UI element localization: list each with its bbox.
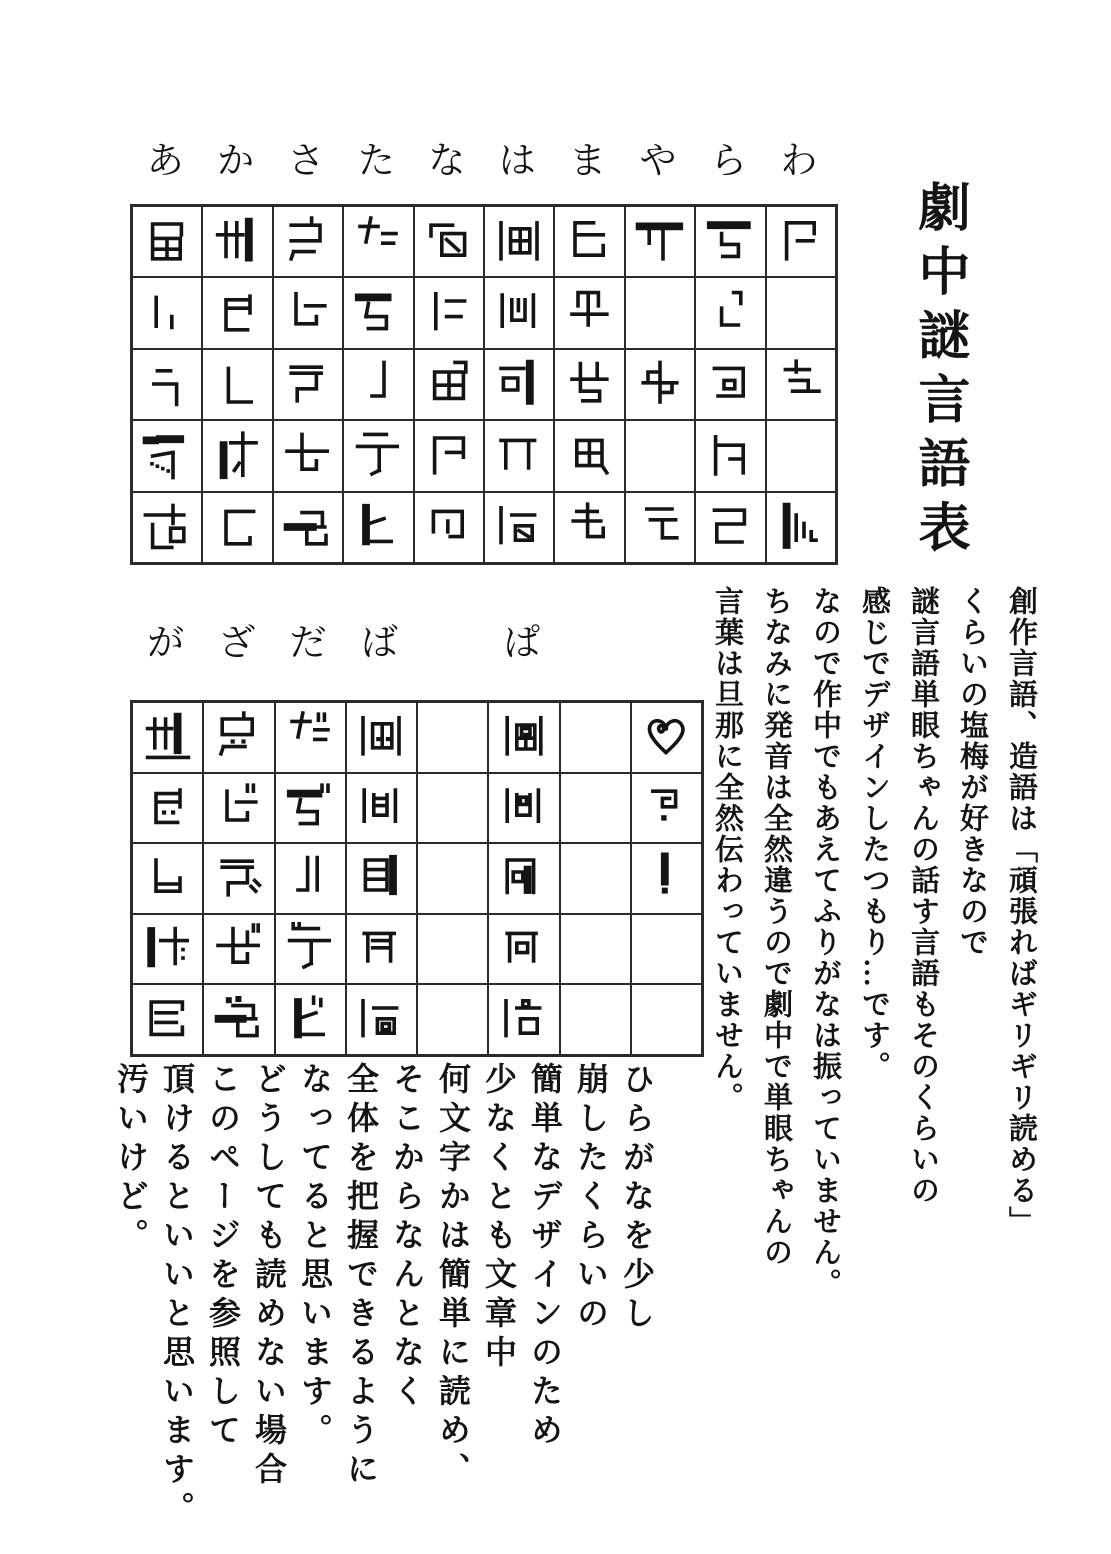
glyph-cell-pe bbox=[488, 914, 559, 985]
gojuon-glyph-table bbox=[130, 204, 838, 565]
glyph-cell-pi bbox=[488, 773, 559, 844]
se-glyph-icon bbox=[278, 426, 338, 486]
dakuten-column-headers bbox=[130, 622, 700, 666]
column-header-ら: ら bbox=[709, 141, 747, 182]
glyph-cell-zu bbox=[203, 843, 274, 914]
glyph-cell-gu bbox=[132, 843, 203, 914]
glyph-cell-ra bbox=[695, 206, 765, 277]
glyph-cell-me bbox=[554, 420, 624, 491]
glyph-cell-za bbox=[203, 702, 274, 773]
glyph-cell-ka bbox=[202, 206, 272, 277]
empty-cell bbox=[417, 702, 488, 773]
glyph-cell-ko bbox=[202, 492, 272, 563]
vertical-text-line: このページを参照して bbox=[205, 1062, 241, 1452]
bu-glyph-icon bbox=[351, 848, 411, 908]
glyph-cell-mu bbox=[554, 349, 624, 420]
empty-cell bbox=[560, 773, 631, 844]
vertical-text-line: そこからなんとなく bbox=[389, 1062, 425, 1413]
n-glyph-icon bbox=[771, 497, 831, 557]
empty-cell bbox=[625, 420, 695, 491]
glyph-cell-o bbox=[132, 492, 202, 563]
column-header-な: な bbox=[428, 141, 466, 182]
ru-glyph-icon bbox=[700, 354, 760, 414]
glyph-cell-to bbox=[343, 492, 413, 563]
empty-cell bbox=[560, 914, 631, 985]
column-header-さ: さ bbox=[287, 141, 325, 182]
vertical-text-line: 崩したくらいの bbox=[573, 1062, 609, 1335]
sa-glyph-icon bbox=[278, 212, 338, 272]
gojuon-column-headers bbox=[130, 140, 834, 184]
glyph-cell-so bbox=[273, 492, 343, 563]
gu-glyph-icon bbox=[138, 848, 198, 908]
glyph-cell-a bbox=[132, 206, 202, 277]
vertical-text-line: 創作言語、造語は「頑張ればギリギリ読める」 bbox=[1005, 586, 1037, 1237]
bi-glyph-icon bbox=[351, 778, 411, 838]
shi-glyph-icon bbox=[278, 283, 338, 343]
pa-glyph-icon bbox=[494, 707, 554, 767]
empty-cell bbox=[417, 843, 488, 914]
column-header-が: が bbox=[147, 623, 185, 664]
pi-glyph-icon bbox=[494, 778, 554, 838]
ku-glyph-icon bbox=[208, 354, 268, 414]
ma-glyph-icon bbox=[560, 212, 620, 272]
zu-glyph-icon bbox=[209, 848, 269, 908]
column-header-ば: ば bbox=[360, 623, 398, 664]
column-header-ま: ま bbox=[569, 141, 607, 182]
wa-glyph-icon bbox=[771, 212, 831, 272]
re-glyph-icon bbox=[700, 426, 760, 486]
hi-glyph-icon bbox=[489, 283, 549, 343]
glyph-cell-bu bbox=[346, 843, 417, 914]
na-glyph-icon bbox=[419, 212, 479, 272]
glyph-cell-ta bbox=[343, 206, 413, 277]
glyph-cell-te bbox=[343, 420, 413, 491]
glyph-cell-u bbox=[132, 349, 202, 420]
o-glyph-icon bbox=[137, 497, 197, 557]
wo-glyph-icon bbox=[771, 354, 831, 414]
glyph-cell-ba bbox=[346, 702, 417, 773]
glyph-cell-ku bbox=[202, 349, 272, 420]
glyph-cell-ya bbox=[625, 206, 695, 277]
nu-glyph-icon bbox=[419, 354, 479, 414]
empty-cell bbox=[560, 702, 631, 773]
te-glyph-icon bbox=[348, 426, 408, 486]
page-title: 劇中謎言語表 bbox=[910, 180, 967, 564]
empty-cell bbox=[417, 914, 488, 985]
glyph-cell-n bbox=[766, 492, 836, 563]
pe-glyph-icon bbox=[494, 919, 554, 979]
glyph-cell-de bbox=[275, 914, 346, 985]
chi-glyph-icon bbox=[348, 283, 408, 343]
su-glyph-icon bbox=[278, 354, 338, 414]
empty-cell bbox=[417, 773, 488, 844]
column-header-ざ: ざ bbox=[218, 623, 256, 664]
glyph-cell-su bbox=[273, 349, 343, 420]
vertical-text-line: 汚いけど。 bbox=[113, 1062, 149, 1257]
ya-glyph-icon bbox=[630, 212, 690, 272]
ga-glyph-icon bbox=[138, 707, 198, 767]
vertical-text-line: 簡単なデザインのため bbox=[527, 1062, 563, 1452]
ri-glyph-icon bbox=[700, 283, 760, 343]
heart-glyph-icon bbox=[636, 707, 696, 767]
empty-cell bbox=[766, 420, 836, 491]
glyph-cell-nu bbox=[414, 349, 484, 420]
be-glyph-icon bbox=[351, 919, 411, 979]
ha-glyph-icon bbox=[489, 212, 549, 272]
column-header-や: や bbox=[639, 141, 677, 182]
glyph-cell-re bbox=[695, 420, 765, 491]
no-glyph-icon bbox=[419, 497, 479, 557]
column-header-ぱ: ぱ bbox=[503, 623, 541, 664]
empty-cell bbox=[631, 984, 702, 1055]
glyph-cell-ze bbox=[203, 914, 274, 985]
da-glyph-icon bbox=[280, 707, 340, 767]
yu-glyph-icon bbox=[630, 354, 690, 414]
glyph-cell-dzu bbox=[275, 843, 346, 914]
glyph-cell-mi bbox=[554, 277, 624, 348]
mu-glyph-icon bbox=[560, 354, 620, 414]
glyph-cell-shi bbox=[273, 277, 343, 348]
empty-cell bbox=[417, 984, 488, 1055]
glyph-cell-na bbox=[414, 206, 484, 277]
glyph-cell-ho bbox=[484, 492, 554, 563]
glyph-cell-be bbox=[346, 914, 417, 985]
commentary-paragraph bbox=[702, 586, 1045, 1299]
u-glyph-icon bbox=[137, 354, 197, 414]
glyph-cell-chi bbox=[343, 277, 413, 348]
gi-glyph-icon bbox=[138, 778, 198, 838]
question-glyph-icon bbox=[636, 778, 696, 838]
column-header-わ: わ bbox=[780, 141, 818, 182]
vertical-text-line: 謎言語単眼ちゃんの話す言語もそのくらいの bbox=[907, 586, 939, 1206]
reading-note-paragraph bbox=[108, 1062, 660, 1540]
ka-glyph-icon bbox=[208, 212, 268, 272]
empty-cell bbox=[560, 843, 631, 914]
glyph-cell-po bbox=[488, 984, 559, 1055]
glyph-cell-fu bbox=[484, 349, 554, 420]
pu-glyph-icon bbox=[494, 848, 554, 908]
glyph-cell-ke bbox=[202, 420, 272, 491]
glyph-cell-wo bbox=[766, 349, 836, 420]
vertical-text-line: 感じでデザインしたつもり…です。 bbox=[858, 586, 890, 1082]
glyph-cell-do bbox=[275, 984, 346, 1055]
so-glyph-icon bbox=[278, 497, 338, 557]
glyph-cell-hi bbox=[484, 277, 554, 348]
ko-glyph-icon bbox=[208, 497, 268, 557]
glyph-cell-go bbox=[132, 984, 203, 1055]
empty-cell bbox=[631, 914, 702, 985]
vertical-text-line: ちなみに発音は全然違うので劇中で単眼ちゃんの bbox=[760, 586, 792, 1268]
glyph-cell-ni bbox=[414, 277, 484, 348]
i-glyph-icon bbox=[137, 283, 197, 343]
glyph-cell-bi bbox=[346, 773, 417, 844]
glyph-cell-gi bbox=[132, 773, 203, 844]
glyph-cell-no bbox=[414, 492, 484, 563]
za-glyph-icon bbox=[209, 707, 269, 767]
column-header-は: は bbox=[498, 141, 536, 182]
glyph-cell-exclamation bbox=[631, 843, 702, 914]
column-header-empty bbox=[629, 622, 700, 666]
vertical-text-line: 頂けるといいと思います。 bbox=[159, 1062, 195, 1530]
exclamation-glyph-icon bbox=[636, 848, 696, 908]
glyph-cell-wa bbox=[766, 206, 836, 277]
glyph-cell-mo bbox=[554, 492, 624, 563]
mo-glyph-icon bbox=[560, 497, 620, 557]
tsu-glyph-icon bbox=[348, 354, 408, 414]
glyph-cell-heart bbox=[631, 702, 702, 773]
empty-cell bbox=[625, 277, 695, 348]
vertical-text-line: なってると思います。 bbox=[297, 1062, 333, 1452]
glyph-cell-i bbox=[132, 277, 202, 348]
glyph-cell-ri bbox=[695, 277, 765, 348]
glyph-cell-tsu bbox=[343, 349, 413, 420]
dzu-glyph-icon bbox=[280, 848, 340, 908]
column-header-あ: あ bbox=[146, 141, 184, 182]
zo-glyph-icon bbox=[209, 990, 269, 1050]
go-glyph-icon bbox=[138, 990, 198, 1050]
glyph-cell-pa bbox=[488, 702, 559, 773]
glyph-cell-se bbox=[273, 420, 343, 491]
glyph-cell-he bbox=[484, 420, 554, 491]
vertical-text-line: なので作中でもあえてふりがなは振っていません。 bbox=[809, 586, 841, 1299]
po-glyph-icon bbox=[494, 990, 554, 1050]
do-glyph-icon bbox=[280, 990, 340, 1050]
me-glyph-icon bbox=[560, 426, 620, 486]
ne-glyph-icon bbox=[419, 426, 479, 486]
glyph-cell-ge bbox=[132, 914, 203, 985]
glyph-cell-ro bbox=[695, 492, 765, 563]
he-glyph-icon bbox=[489, 426, 549, 486]
ro-glyph-icon bbox=[700, 497, 760, 557]
column-header-empty bbox=[558, 622, 629, 666]
column-header-た: た bbox=[357, 141, 395, 182]
ra-glyph-icon bbox=[700, 212, 760, 272]
glyph-cell-ha bbox=[484, 206, 554, 277]
column-header-か: か bbox=[217, 141, 255, 182]
empty-cell bbox=[766, 277, 836, 348]
dakuten-glyph-table bbox=[130, 700, 704, 1057]
glyph-cell-bo bbox=[346, 984, 417, 1055]
ze-glyph-icon bbox=[209, 919, 269, 979]
glyph-cell-yu bbox=[625, 349, 695, 420]
glyph-cell-da bbox=[275, 702, 346, 773]
ke-glyph-icon bbox=[208, 426, 268, 486]
glyph-cell-question bbox=[631, 773, 702, 844]
mi-glyph-icon bbox=[560, 283, 620, 343]
glyph-cell-e bbox=[132, 420, 202, 491]
glyph-cell-zo bbox=[203, 984, 274, 1055]
glyph-cell-yo bbox=[625, 492, 695, 563]
ta-glyph-icon bbox=[348, 212, 408, 272]
to-glyph-icon bbox=[348, 497, 408, 557]
de-glyph-icon bbox=[280, 919, 340, 979]
a-glyph-icon bbox=[137, 212, 197, 272]
glyph-cell-ne bbox=[414, 420, 484, 491]
fu-glyph-icon bbox=[489, 354, 549, 414]
glyph-cell-ki bbox=[202, 277, 272, 348]
ji-glyph-icon bbox=[209, 778, 269, 838]
ki-glyph-icon bbox=[208, 283, 268, 343]
column-header-だ: だ bbox=[289, 623, 327, 664]
dji-glyph-icon bbox=[280, 778, 340, 838]
e-glyph-icon bbox=[137, 426, 197, 486]
vertical-text-line: 少なくとも文章中 bbox=[481, 1062, 517, 1374]
vertical-text-line: 何文字かは簡単に読め、 bbox=[435, 1062, 471, 1491]
vertical-text-line: くらいの塩梅が好きなので bbox=[956, 586, 988, 958]
glyph-cell-pu bbox=[488, 843, 559, 914]
bo-glyph-icon bbox=[351, 990, 411, 1050]
ni-glyph-icon bbox=[419, 283, 479, 343]
vertical-text-line: 全体を把握できるように bbox=[343, 1062, 379, 1491]
glyph-cell-ma bbox=[554, 206, 624, 277]
ge-glyph-icon bbox=[138, 919, 198, 979]
column-header-empty bbox=[415, 622, 486, 666]
glyph-cell-ji bbox=[203, 773, 274, 844]
vertical-text-line: ひらがなを少し bbox=[619, 1062, 655, 1335]
yo-glyph-icon bbox=[630, 497, 690, 557]
empty-cell bbox=[560, 984, 631, 1055]
glyph-cell-ga bbox=[132, 702, 203, 773]
vertical-text-line: どうしても読めない場合 bbox=[251, 1062, 287, 1491]
glyph-cell-sa bbox=[273, 206, 343, 277]
vertical-text-line: 言葉は旦那に全然伝わっていません。 bbox=[711, 586, 743, 1113]
glyph-cell-dji bbox=[275, 773, 346, 844]
ba-glyph-icon bbox=[351, 707, 411, 767]
ho-glyph-icon bbox=[489, 497, 549, 557]
glyph-cell-ru bbox=[695, 349, 765, 420]
